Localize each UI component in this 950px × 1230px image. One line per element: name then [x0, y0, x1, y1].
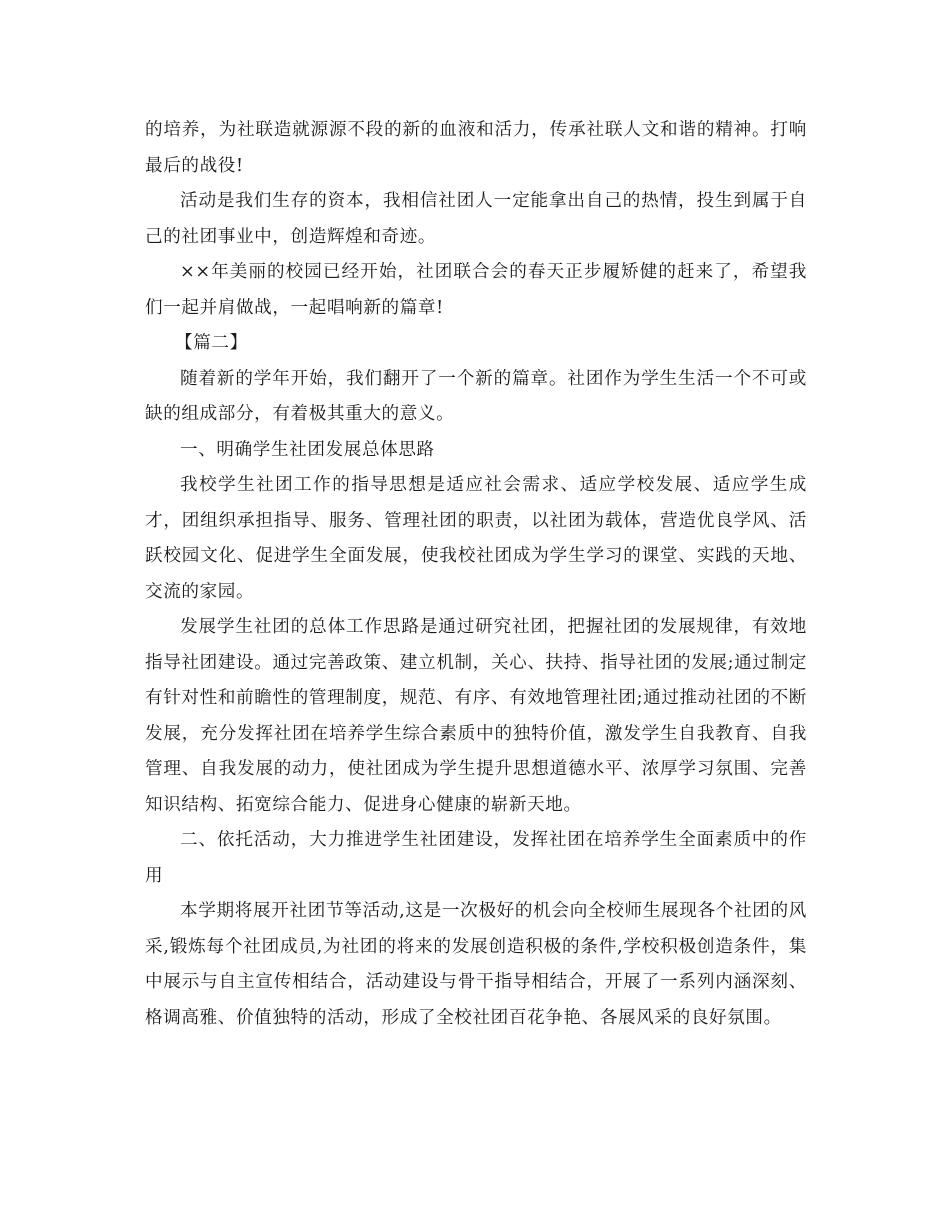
paragraph-4: 随着新的学年开始，我们翻开了一个新的篇章。社团作为学生生活一个不可或缺的组成部分，有着极其重大的意义。 [145, 368, 807, 424]
subheading-1: 一、明确学生社团发展总体思路 [180, 439, 435, 460]
paragraph-1: 的培养，为社联造就源源不段的新的血液和活力，传承社联人文和谐的精神。打响最后的战役! [145, 120, 807, 176]
paragraph-2: 活动是我们生存的资本，我相信社团人一定能拿出自己的热情，投生到属于自己的社团事业中，创造辉煌和奇迹。 [145, 191, 807, 247]
paragraph-6: 发展学生社团的总体工作思路是通过研究社团，把握社团的发展规律，有效地指导社团建设。通过完善政策、建立机制，关心、扶持、指导社团的发展;通过制定有针对性和前瞻性的管理制度，规范、有序、有效地管理社团;通过推动社团的不断发展，充分发挥社团在培养学生综合素质中的独特价值，激发学生自我教育、自我管理、自我发展的动力，使社团成为学生提升思想道德水平、浓厚学习氛围、完善知识结构、拓宽综合能力、促进身心健康的崭新天地。 [145, 617, 807, 815]
paragraph-3: ××年美丽的校园已经开始，社团联合会的春天正步履矫健的赶来了，希望我们一起并肩做战，一起唱响新的篇章! [145, 262, 807, 318]
section-heading-part-two: 【篇二】 [175, 333, 248, 353]
paragraph-5: 我校学生社团工作的指导思想是适应社会需求、适应学校发展、适应学生成才，团组织承担指导、服务、管理社团的职责，以社团为载体，营造优良学风、活跃校园文化、促进学生全面发展，使我校社团成为学生学习的课堂、实践的天地、交流的家园。 [145, 475, 807, 602]
paragraph-7: 本学期将展开社团节等活动,这是一次极好的机会向全校师生展现各个社团的风采,锻炼每个社团成员,为社团的将来的发展创造积极的条件,学校积极创造条件，集中展示与自主宣传相结合，活动建设与骨干指导相结合，开展了一系列内涵深刻、格调高雅、价值独特的活动，形成了全校社团百花争艳、各展风采的良好氛围。 [145, 901, 807, 1028]
subheading-2: 二、依托活动，大力推进学生社团建设，发挥社团在培养学生全面素质中的作用 [145, 830, 807, 886]
document-page [145, 113, 807, 1036]
